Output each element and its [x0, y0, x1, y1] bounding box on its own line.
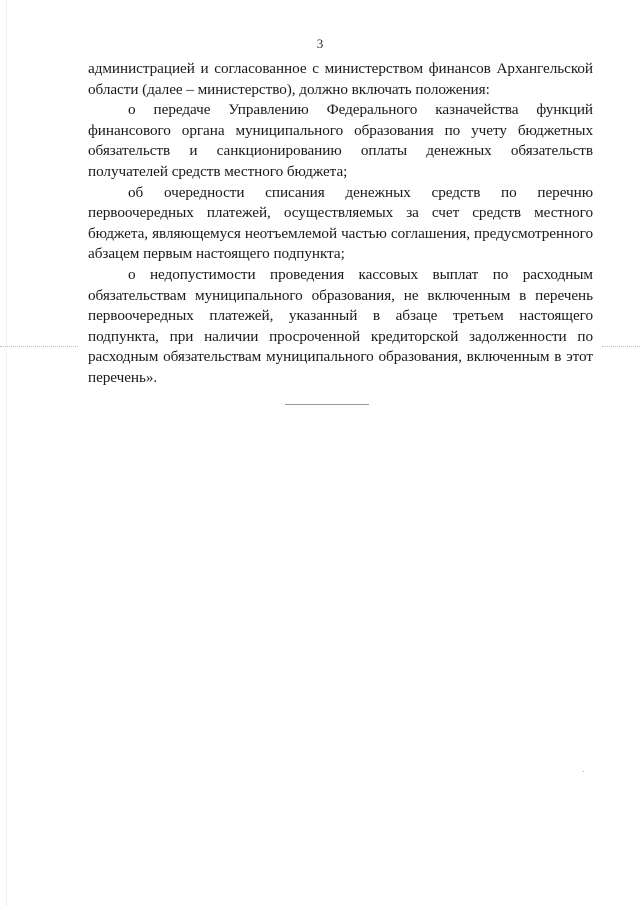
end-separator-line — [285, 404, 369, 405]
paragraph-payment-order: об очередности списания денежных средств по перечню первоочередных платежей, осуществляемых за счет средств местного бюджета, являющемуся неотъемлемой частью соглашения, предусмотренного абзацем первым настоящего подпункта; — [88, 183, 593, 263]
page-number: 3 — [316, 36, 324, 51]
scan-artifact-line-right — [602, 346, 640, 347]
scan-speck — [583, 771, 584, 772]
paragraph-continuation: администрацией и согласованное с министерством финансов Архангельской области (далее – министерство), должно включать положения: — [88, 60, 593, 98]
document-body — [88, 59, 593, 389]
paragraph-payment-restriction: о недопустимости проведения кассовых выплат по расходным обязательствам муниципального образования, не включенным в перечень первоочередных платежей, указанный в абзаце третьем настоящего подпункта, при наличии просроченной кредиторской задолженности по расходным обязательствам муниципального образования, включенным в этот перечень». — [88, 265, 593, 386]
paragraph-treasury-transfer: о передаче Управлению Федерального казначейства функций финансового органа муниципального образования по учету бюджетных обязательств и санкционированию оплаты денежных обязательств получателей средств местного бюджета; — [88, 101, 593, 180]
scan-edge-mark — [6, 0, 7, 905]
scan-artifact-line-left — [0, 346, 78, 347]
